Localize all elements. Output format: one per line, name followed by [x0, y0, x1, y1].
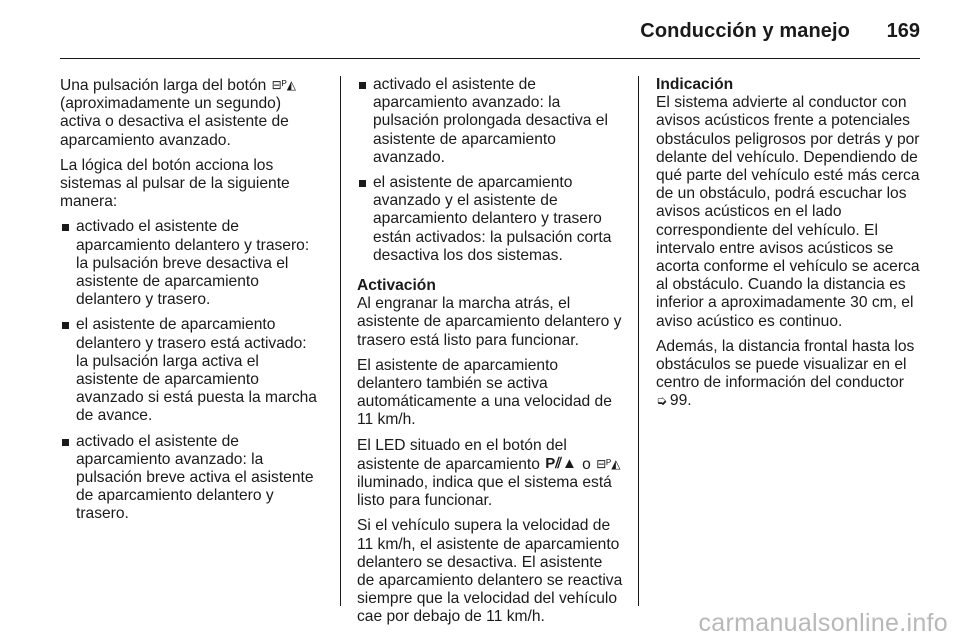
- paragraph: La lógica del botón acciona los sistemas al pulsar de la siguiente manera:: [60, 156, 290, 211]
- page-reference-link[interactable]: 99.: [669, 392, 692, 410]
- page-header: [60, 14, 920, 59]
- list-item: activado el asistente de aparcamiento delantero y trasero: la pulsación breve desactiva el asistente de aparcamiento delantero y trasero.: [60, 218, 322, 309]
- page-title: Conducción y manejo: [640, 20, 850, 42]
- paragraph: Al engranar la marcha atrás, el asistente de aparcamiento delantero y trasero está listo para funcionar.: [357, 295, 622, 349]
- column-3: [656, 76, 926, 418]
- park-assist-button-icon: ⊟ᴾ◭: [271, 78, 296, 92]
- column-1: [60, 76, 322, 531]
- column-2: [357, 76, 623, 634]
- watermark: carmanualsonline.info: [698, 609, 948, 637]
- page-number: 169: [886, 20, 920, 42]
- paragraph: El asistente de aparcamiento delantero también se activa automáticamente a una velocidad de 11 km/h.: [357, 356, 612, 429]
- park-assist-sensor-icon: P⫽▲: [545, 454, 577, 472]
- list-item: el asistente de aparcamiento avanzado y el asistente de aparcamiento delantero y trasero están activados: la pulsación corta desactiva los dos sistemas.: [357, 174, 623, 265]
- list-item: activado el asistente de aparcamiento avanzado: la pulsación breve activa el asistente de aparcamiento delantero y trasero.: [60, 433, 322, 524]
- paragraph: Si el vehículo supera la velocidad de 11 km/h, el asistente de aparcamiento delantero se desactiva. El asistente de aparcamiento delantero se reactiva siempre que la velocidad del vehículo cae por debajo de 11 km/h.: [357, 517, 623, 626]
- paragraph: El sistema advierte al conductor con avisos acústicos frente a potenciales obstáculos peligrosos por detrás y por delante del vehículo. Dependiendo de qué parte del vehículo esté más cerca de un obstáculo, podrá escuchar los avisos acústicos en el lado correspondiente del vehículo. El intervalo entre avisos acústicos se acorta conforme el vehículo se acerca al obstáculo. Cuando la distancia es inferior a aproximadamente 30 cm, el aviso acústico es continuo.: [656, 94, 920, 330]
- paragraph: El LED situado en el botón del asistente de aparcamiento P⫽▲ o ⊟ᴾ◭ iluminado, indica que el sistema está listo para funcionar.: [357, 436, 621, 510]
- column-divider: [638, 76, 639, 606]
- bullet-list: [60, 218, 322, 523]
- section-heading: Activación: [357, 277, 436, 295]
- column-divider: [340, 76, 341, 606]
- paragraph: Una pulsación larga del botón ⊟ᴾ◭ (aproximadamente un segundo) activa o desactiva el asistente de aparcamiento avanzado.: [60, 77, 296, 149]
- list-item: el asistente de aparcamiento delantero y trasero está activado: la pulsación larga activa el asistente de aparcamiento avanzado si está puesta la marcha de avance.: [60, 316, 322, 425]
- reference-arrow-icon: ➭: [656, 393, 667, 409]
- paragraph: Además, la distancia frontal hasta los obstáculos se puede visualizar en el centro de información del conductor ➭ 99.: [656, 337, 915, 410]
- section-heading: Indicación: [656, 76, 734, 93]
- list-item: activado el asistente de aparcamiento avanzado: la pulsación prolongada desactiva el asistente de aparcamiento avanzado.: [357, 76, 623, 167]
- bullet-list: [357, 76, 623, 265]
- park-assist-button-icon: ⊟ᴾ◭: [596, 456, 621, 471]
